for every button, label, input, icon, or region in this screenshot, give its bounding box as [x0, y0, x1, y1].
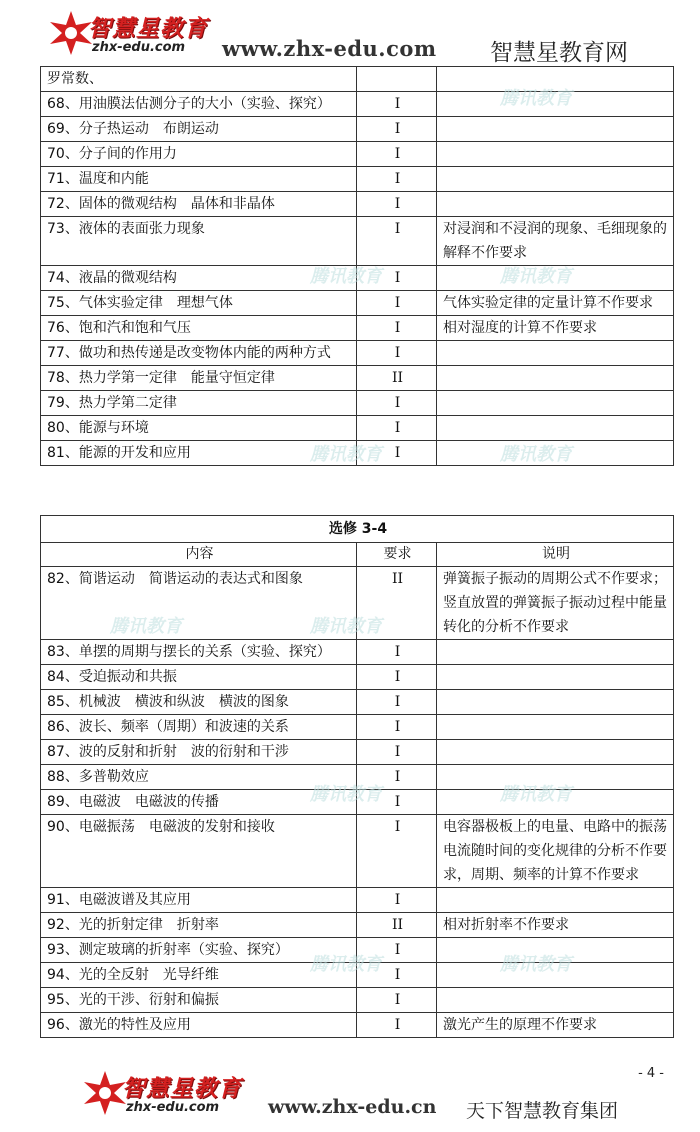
- item-content: 71、温度和内能: [41, 167, 357, 192]
- table-row: [41, 790, 674, 815]
- watermark: 腾讯教育: [110, 616, 182, 637]
- watermark: 腾讯教育: [310, 616, 382, 637]
- brand-name: 智慧星教育: [88, 16, 208, 42]
- column-header-content: 内容: [41, 543, 357, 567]
- item-note: [437, 765, 674, 790]
- watermark: 腾讯教育: [310, 784, 382, 805]
- footer-organization: 天下智慧教育集团: [466, 1100, 619, 1122]
- table-row: [41, 92, 674, 117]
- item-content: 96、激光的特性及应用: [41, 1013, 357, 1038]
- table-row: [41, 192, 674, 217]
- item-content: 75、气体实验定律 理想气体: [41, 291, 357, 316]
- table-row: [41, 391, 674, 416]
- item-content: 92、光的折射定律 折射率: [41, 913, 357, 938]
- item-content: 77、做功和热传递是改变物体内能的两种方式: [41, 341, 357, 366]
- table-row: [41, 316, 674, 341]
- watermark: 腾讯教育: [500, 444, 572, 465]
- item-note: [437, 988, 674, 1013]
- table-row: [41, 815, 674, 888]
- footer-brand-logo: [82, 1068, 272, 1122]
- item-note: 对浸润和不浸润的现象、毛细现象的解释不作要求: [437, 217, 674, 266]
- item-requirement: I: [357, 640, 437, 665]
- item-requirement: I: [357, 316, 437, 341]
- item-note: [437, 790, 674, 815]
- item-note: 弹簧振子振动的周期公式不作要求；竖直放置的弹簧振子振动过程中能量转化的分析不作要求: [437, 567, 674, 640]
- item-requirement: I: [357, 416, 437, 441]
- item-note: [437, 92, 674, 117]
- item-content: 90、电磁振荡 电磁波的发射和接收: [41, 815, 357, 888]
- table-row: [41, 740, 674, 765]
- item-content: 81、能源的开发和应用: [41, 441, 357, 466]
- item-content: 79、热力学第二定律: [41, 391, 357, 416]
- watermark: 腾讯教育: [310, 266, 382, 287]
- watermark: 腾讯教育: [500, 954, 572, 975]
- item-note: [437, 266, 674, 291]
- item-requirement: I: [357, 441, 437, 466]
- item-note: 相对湿度的计算不作要求: [437, 316, 674, 341]
- item-content: 68、用油膜法估测分子的大小（实验、探究）: [41, 92, 357, 117]
- table-row: [41, 366, 674, 391]
- page-header: [0, 0, 700, 66]
- item-content: 罗常数、: [41, 67, 357, 92]
- item-note: 激光产生的原理不作要求: [437, 1013, 674, 1038]
- table-row: [41, 291, 674, 316]
- item-requirement: I: [357, 167, 437, 192]
- item-note: [437, 366, 674, 391]
- item-requirement: I: [357, 92, 437, 117]
- item-note: 相对折射率不作要求: [437, 913, 674, 938]
- item-note: [437, 441, 674, 466]
- page-footer: [0, 1068, 700, 1132]
- table-row: [41, 217, 674, 266]
- table-row: [41, 1013, 674, 1038]
- watermark: 腾讯教育: [500, 88, 572, 109]
- item-note: [437, 690, 674, 715]
- item-content: 93、测定玻璃的折射率（实验、探究）: [41, 938, 357, 963]
- item-note: [437, 938, 674, 963]
- watermark: 腾讯教育: [310, 444, 382, 465]
- item-content: 85、机械波 横波和纵波 横波的图象: [41, 690, 357, 715]
- table-row: [41, 167, 674, 192]
- header-url[interactable]: www.zhx-edu.com: [222, 36, 437, 61]
- item-requirement: II: [357, 567, 437, 640]
- item-content: 86、波长、频率（周期）和波速的关系: [41, 715, 357, 740]
- table-row: [41, 640, 674, 665]
- item-content: 83、单摆的周期与摆长的关系（实验、探究）: [41, 640, 357, 665]
- table-row: [41, 715, 674, 740]
- item-requirement: I: [357, 192, 437, 217]
- requirements-table-part1: [40, 66, 674, 466]
- item-note: [437, 416, 674, 441]
- table-row: [41, 341, 674, 366]
- item-requirement: I: [357, 142, 437, 167]
- item-requirement: I: [357, 938, 437, 963]
- table-row: [41, 888, 674, 913]
- item-requirement: I: [357, 815, 437, 888]
- item-note: [437, 740, 674, 765]
- item-requirement: I: [357, 715, 437, 740]
- item-requirement: I: [357, 117, 437, 142]
- item-content: 73、液体的表面张力现象: [41, 217, 357, 266]
- item-requirement: I: [357, 266, 437, 291]
- requirements-table-elective-3-4: [40, 515, 674, 1038]
- item-requirement: I: [357, 888, 437, 913]
- footer-brand-name: 智慧星教育: [122, 1076, 242, 1102]
- table-row: [41, 963, 674, 988]
- table-row: [41, 765, 674, 790]
- column-header-notes: 说明: [437, 543, 674, 567]
- item-note: 气体实验定律的定量计算不作要求: [437, 291, 674, 316]
- item-note: [437, 117, 674, 142]
- watermark: 腾讯教育: [500, 784, 572, 805]
- column-header-requirement: 要求: [357, 543, 437, 567]
- item-requirement: II: [357, 366, 437, 391]
- item-content: 88、多普勒效应: [41, 765, 357, 790]
- header-site-title: 智慧星教育网: [490, 40, 628, 66]
- item-requirement: I: [357, 988, 437, 1013]
- item-note: [437, 167, 674, 192]
- table-row: [41, 938, 674, 963]
- item-content: 70、分子间的作用力: [41, 142, 357, 167]
- item-requirement: I: [357, 765, 437, 790]
- table-row: [41, 117, 674, 142]
- item-content: 78、热力学第一定律 能量守恒定律: [41, 366, 357, 391]
- footer-brand-domain: zhx-edu.com: [126, 1100, 220, 1115]
- item-note: [437, 67, 674, 92]
- item-content: 80、能源与环境: [41, 416, 357, 441]
- table-row: [41, 266, 674, 291]
- table-row: [41, 665, 674, 690]
- item-requirement: I: [357, 740, 437, 765]
- item-requirement: I: [357, 391, 437, 416]
- section-title: 选修 3-4: [41, 516, 674, 543]
- item-note: [437, 192, 674, 217]
- item-note: [437, 715, 674, 740]
- item-requirement: I: [357, 291, 437, 316]
- item-content: 74、液晶的微观结构: [41, 266, 357, 291]
- item-content: 94、光的全反射 光导纤维: [41, 963, 357, 988]
- item-requirement: I: [357, 665, 437, 690]
- item-content: 87、波的反射和折射 波的衍射和干涉: [41, 740, 357, 765]
- page-number: - 4 -: [638, 1066, 664, 1081]
- item-requirement: I: [357, 1013, 437, 1038]
- item-note: [437, 142, 674, 167]
- item-requirement: I: [357, 341, 437, 366]
- item-note: [437, 341, 674, 366]
- item-requirement: I: [357, 217, 437, 266]
- brand-logo: [48, 8, 238, 62]
- item-note: [437, 391, 674, 416]
- table-row: [41, 690, 674, 715]
- item-requirement: I: [357, 690, 437, 715]
- item-content: 76、饱和汽和饱和气压: [41, 316, 357, 341]
- item-requirement: I: [357, 790, 437, 815]
- item-note: [437, 640, 674, 665]
- table-row: [41, 913, 674, 938]
- brand-domain: zhx-edu.com: [92, 40, 186, 55]
- item-content: 82、简谐运动 简谐运动的表达式和图象: [41, 567, 357, 640]
- watermark: 腾讯教育: [310, 954, 382, 975]
- table-row: [41, 988, 674, 1013]
- item-requirement: I: [357, 963, 437, 988]
- table-row: [41, 441, 674, 466]
- table-row: [41, 142, 674, 167]
- item-requirement: II: [357, 913, 437, 938]
- item-content: 69、分子热运动 布朗运动: [41, 117, 357, 142]
- item-note: [437, 963, 674, 988]
- item-content: 84、受迫振动和共振: [41, 665, 357, 690]
- table-row: [41, 416, 674, 441]
- item-requirement: [357, 67, 437, 92]
- table-row: [41, 567, 674, 640]
- item-content: 95、光的干涉、衍射和偏振: [41, 988, 357, 1013]
- item-content: 89、电磁波 电磁波的传播: [41, 790, 357, 815]
- item-note: 电容器极板上的电量、电路中的振荡电流随时间的变化规律的分析不作要求，周期、频率的计算不作要求: [437, 815, 674, 888]
- table-row: [41, 67, 674, 92]
- footer-url[interactable]: www.zhx-edu.cn: [268, 1096, 437, 1118]
- item-content: 91、电磁波谱及其应用: [41, 888, 357, 913]
- item-note: [437, 888, 674, 913]
- watermark: 腾讯教育: [500, 266, 572, 287]
- item-content: 72、固体的微观结构 晶体和非晶体: [41, 192, 357, 217]
- item-note: [437, 665, 674, 690]
